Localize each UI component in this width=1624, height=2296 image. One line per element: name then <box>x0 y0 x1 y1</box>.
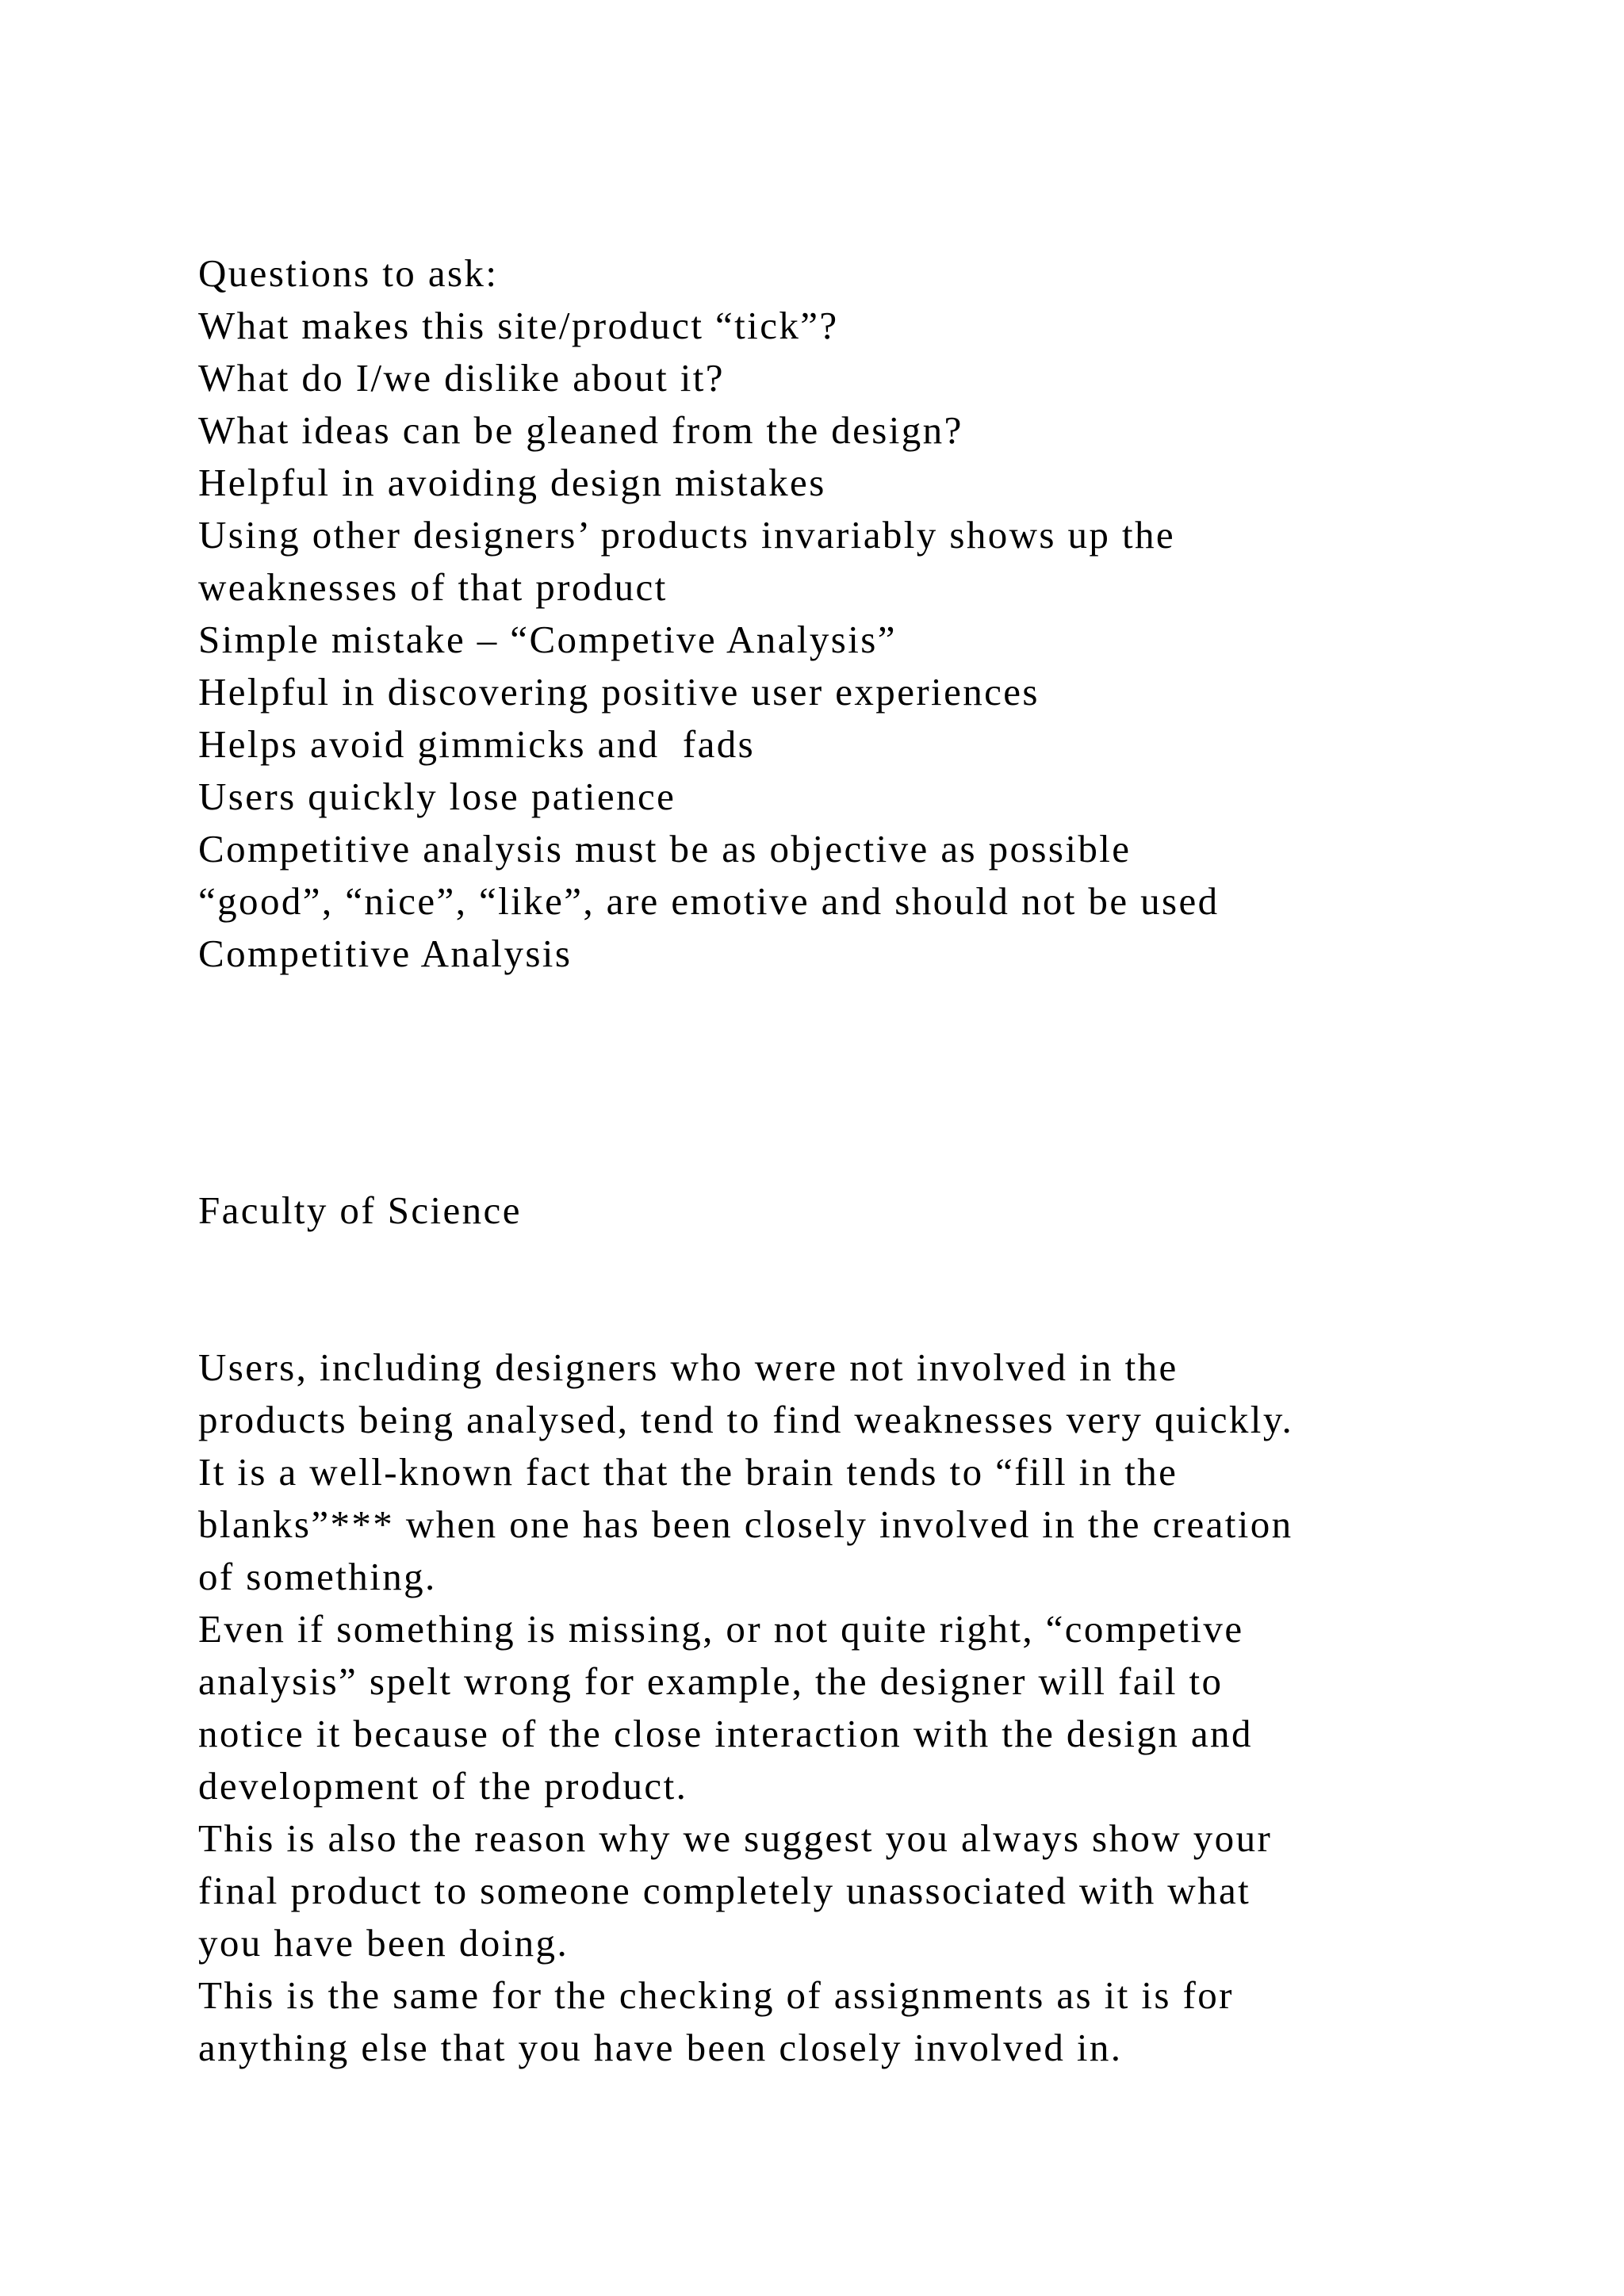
text-line: Helpful in discovering positive user experiences <box>198 670 1040 714</box>
text-line: It is a well-known fact that the brain tends to “fill in the <box>198 1450 1178 1494</box>
text-line: Even if something is missing, or not quite right, “competive <box>198 1607 1244 1651</box>
text-line: Helps avoid gimmicks and fads <box>198 722 756 766</box>
text-line: analysis” spelt wrong for example, the designer will fail to <box>198 1659 1224 1703</box>
text-line: What makes this site/product “tick”? <box>198 304 839 347</box>
text-line: Users quickly lose patience <box>198 775 676 818</box>
text-line: products being analysed, tend to find weaknesses very quickly. <box>198 1398 1294 1441</box>
text-line: you have been doing. <box>198 1921 569 1965</box>
text-line: What ideas can be gleaned from the design? <box>198 408 963 452</box>
faculty-label-block <box>198 1184 1562 1237</box>
notes-paragraph-block <box>198 1341 1562 2074</box>
text-line: This is also the reason why we suggest you always show your <box>198 1816 1273 1860</box>
text-line: This is the same for the checking of assignments as it is for <box>198 1973 1234 2017</box>
text-line: “good”, “nice”, “like”, are emotive and should not be used <box>198 879 1220 923</box>
text-line: What do I/we dislike about it? <box>198 356 725 400</box>
text-line: anything else that you have been closely involved in. <box>198 2026 1123 2069</box>
text-line: Simple mistake – “Competive Analysis” <box>198 618 897 661</box>
text-line: notice it because of the close interaction with the design and <box>198 1712 1253 1755</box>
text-line: development of the product. <box>198 1764 688 1808</box>
slide-notes-block <box>198 247 1562 980</box>
faculty-label: Faculty of Science <box>198 1188 522 1232</box>
text-line: Users, including designers who were not involved in the <box>198 1345 1178 1389</box>
text-line: Helpful in avoiding design mistakes <box>198 461 826 504</box>
text-line: Competitive analysis must be as objective as possible <box>198 827 1132 871</box>
text-line: Using other designers’ products invariably shows up the <box>198 513 1176 557</box>
text-line: Questions to ask: <box>198 251 499 295</box>
text-line: blanks”*** when one has been closely involved in the creation <box>198 1502 1293 1546</box>
text-line: Competitive Analysis <box>198 932 573 975</box>
text-line: of something. <box>198 1555 437 1598</box>
text-line: weaknesses of that product <box>198 565 668 609</box>
text-line: final product to someone completely unassociated with what <box>198 1869 1251 1912</box>
